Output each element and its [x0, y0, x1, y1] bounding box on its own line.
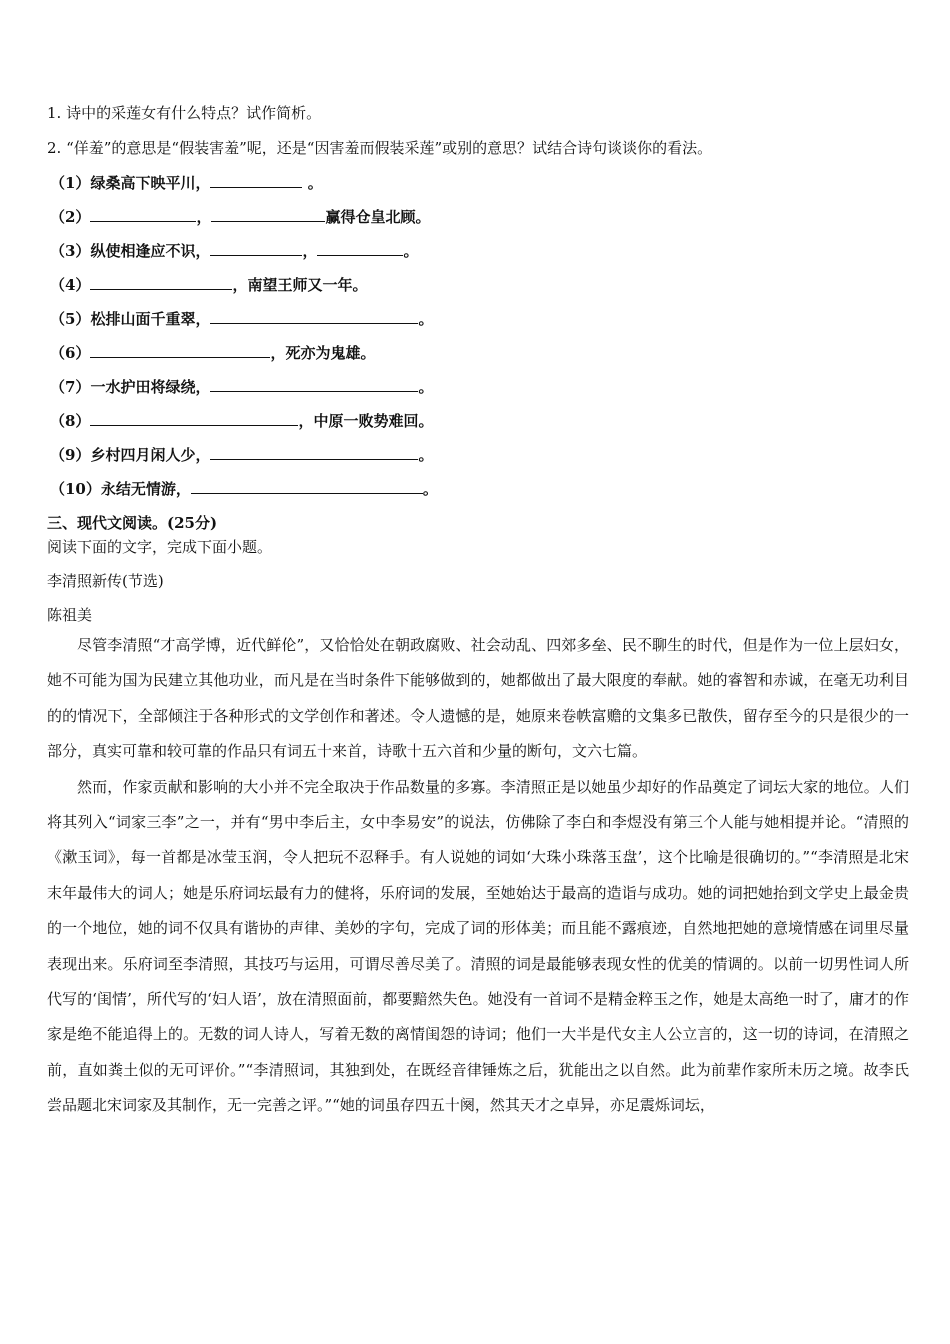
paragraph: 然而，作家贡献和影响的大小并不完全取决于作品数量的多寡。李清照正是以她虽少却好的作品奠定了词坛大家的地位。人们将其列入“词家三李”之一，并有“男中李后主，女中李易安”的说法，仿佛除了李白和李煜没有第三个人能与她相提并论。“清照的《漱玉词》，每一首都是冰莹玉润，令人把玩不忍释手。有人说她的词如‘大珠小珠落玉盘’，这个比喻是很确切的。”“李清照是北宋末年最伟大的词人；她是乐府词坛最有力的健将，乐府词的发展，至她始达于最高的造诣与成功。她的词把她抬到文学史上最金贵的一个地位，她的词不仅具有谐协的声律、美妙的字句，完成了词的形体美；而且能不露痕迹，自然地把她的意境情感在词里尽量表现出来。乐府词至李清照，其技巧与运用，可谓尽善尽美了。清照的词是最能够表现女性的优美的情调的。以前一切男性词人所代写的‘闺情’，所代写的‘妇人语’，放在清照面前，都要黯然失色。她没有一首词不是精金粹玉之作，她是太高绝一时了，庸才的作家是绝不能追得上的。无数的词人诗人，写着无数的离情闺怨的诗词；他们一大半是代女主人公立言的，这一切的诗词，在清照之前，直如粪土似的无可评价。”“李清照词，其独到处，在既经音律锤炼之后，犹能出之以自然。此为前辈作家所未历之境。故李氏尝品题北宋词家及其制作，无一完善之评。”“她的词虽存四五十阕，然其天才之卓异，亦足震烁词坛，	[47, 777, 909, 1115]
article-title: 李清照新传(节选)	[47, 572, 164, 590]
answer-blank[interactable]	[90, 411, 298, 426]
article-body	[47, 628, 909, 1124]
item-number: （2）	[50, 208, 91, 226]
item-prefix: 乡村四月闲人少，	[90, 446, 211, 464]
paragraph: 尽管李清照“才高学博，近代鲜伦”，又恰恰处在朝政腐败、社会动乱、四郊多垒、民不聊生的时代，但是作为一位上层妇女，她不可能为国为民建立其他功业，而凡是在当时条件下能够做到的，她都做出了最大限度的奉献。她的睿智和赤诚，在毫无功利目的的情况下，全部倾注于各种形式的文学创作和著述。令人遗憾的是，她原来卷帙富赡的文集多已散佚，留存至今的只是很少的一部分，真实可靠和较可靠的作品只有词五十来首，诗歌十五六首和少量的断句，文六七篇。	[47, 636, 909, 761]
item-suffix: 。	[418, 378, 434, 396]
item-prefix: 纵使相逢应不识，	[90, 242, 211, 260]
fill-item-6	[50, 342, 375, 363]
question-number: 1.	[47, 104, 62, 122]
item-suffix: 。	[307, 174, 323, 192]
item-suffix: ，死亦为鬼雄。	[270, 344, 376, 362]
item-number: （3）	[50, 242, 91, 260]
answer-blank[interactable]	[191, 479, 423, 494]
fill-item-8	[50, 410, 433, 431]
item-number: （10）	[50, 480, 101, 498]
answer-blank[interactable]	[210, 173, 302, 188]
fill-item-1	[50, 172, 323, 193]
fill-item-5	[50, 308, 433, 329]
item-prefix: 绿桑高下映平川，	[90, 174, 211, 192]
item-prefix: 一水护田将绿绕，	[90, 378, 211, 396]
item-number: （7）	[50, 378, 91, 396]
item-number: （9）	[50, 446, 91, 464]
item-suffix: 。	[403, 242, 419, 260]
question-2	[47, 137, 712, 158]
section-instruction: 阅读下面的文字，完成下面小题。	[47, 538, 273, 556]
answer-blank[interactable]	[90, 343, 270, 358]
answer-blank[interactable]	[210, 309, 418, 324]
answer-blank[interactable]	[90, 207, 196, 222]
answer-blank[interactable]	[210, 377, 418, 392]
section-heading: 三、现代文阅读。(25分)	[47, 514, 218, 532]
answer-blank[interactable]	[90, 275, 232, 290]
fill-item-3	[50, 240, 418, 261]
item-suffix: 赢得仓皇北顾。	[325, 208, 431, 226]
fill-item-4	[50, 274, 367, 295]
article-author: 陈祖美	[47, 606, 93, 624]
fill-item-10	[50, 478, 438, 499]
question-number: 2.	[47, 139, 62, 157]
item-suffix: 。	[418, 446, 434, 464]
item-prefix: 松排山面千重翠，	[90, 310, 211, 328]
item-separator: ，	[196, 208, 212, 226]
item-number: （4）	[50, 276, 91, 294]
item-suffix: 。	[422, 480, 438, 498]
question-text: “佯羞”的意思是“假装害羞”呢，还是“因害羞而假装采莲”或别的意思？试结合诗句谈谈你的看法。	[66, 139, 713, 157]
answer-blank[interactable]	[317, 241, 403, 256]
answer-blank[interactable]	[210, 241, 302, 256]
item-suffix: ，中原一败势难回。	[298, 412, 434, 430]
answer-blank[interactable]	[211, 207, 325, 222]
question-1	[47, 102, 321, 123]
answer-blank[interactable]	[210, 445, 418, 460]
fill-item-9	[50, 444, 433, 465]
fill-item-7	[50, 376, 433, 397]
item-suffix: ，南望王师又一年。	[232, 276, 368, 294]
item-separator: ，	[302, 242, 318, 260]
item-number: （1）	[50, 174, 91, 192]
item-number: （8）	[50, 412, 91, 430]
item-prefix: 永结无情游，	[100, 480, 191, 498]
fill-item-2	[50, 206, 430, 227]
item-number: （6）	[50, 344, 91, 362]
item-suffix: 。	[418, 310, 434, 328]
item-number: （5）	[50, 310, 91, 328]
question-text: 诗中的采莲女有什么特点？试作简析。	[66, 104, 322, 122]
